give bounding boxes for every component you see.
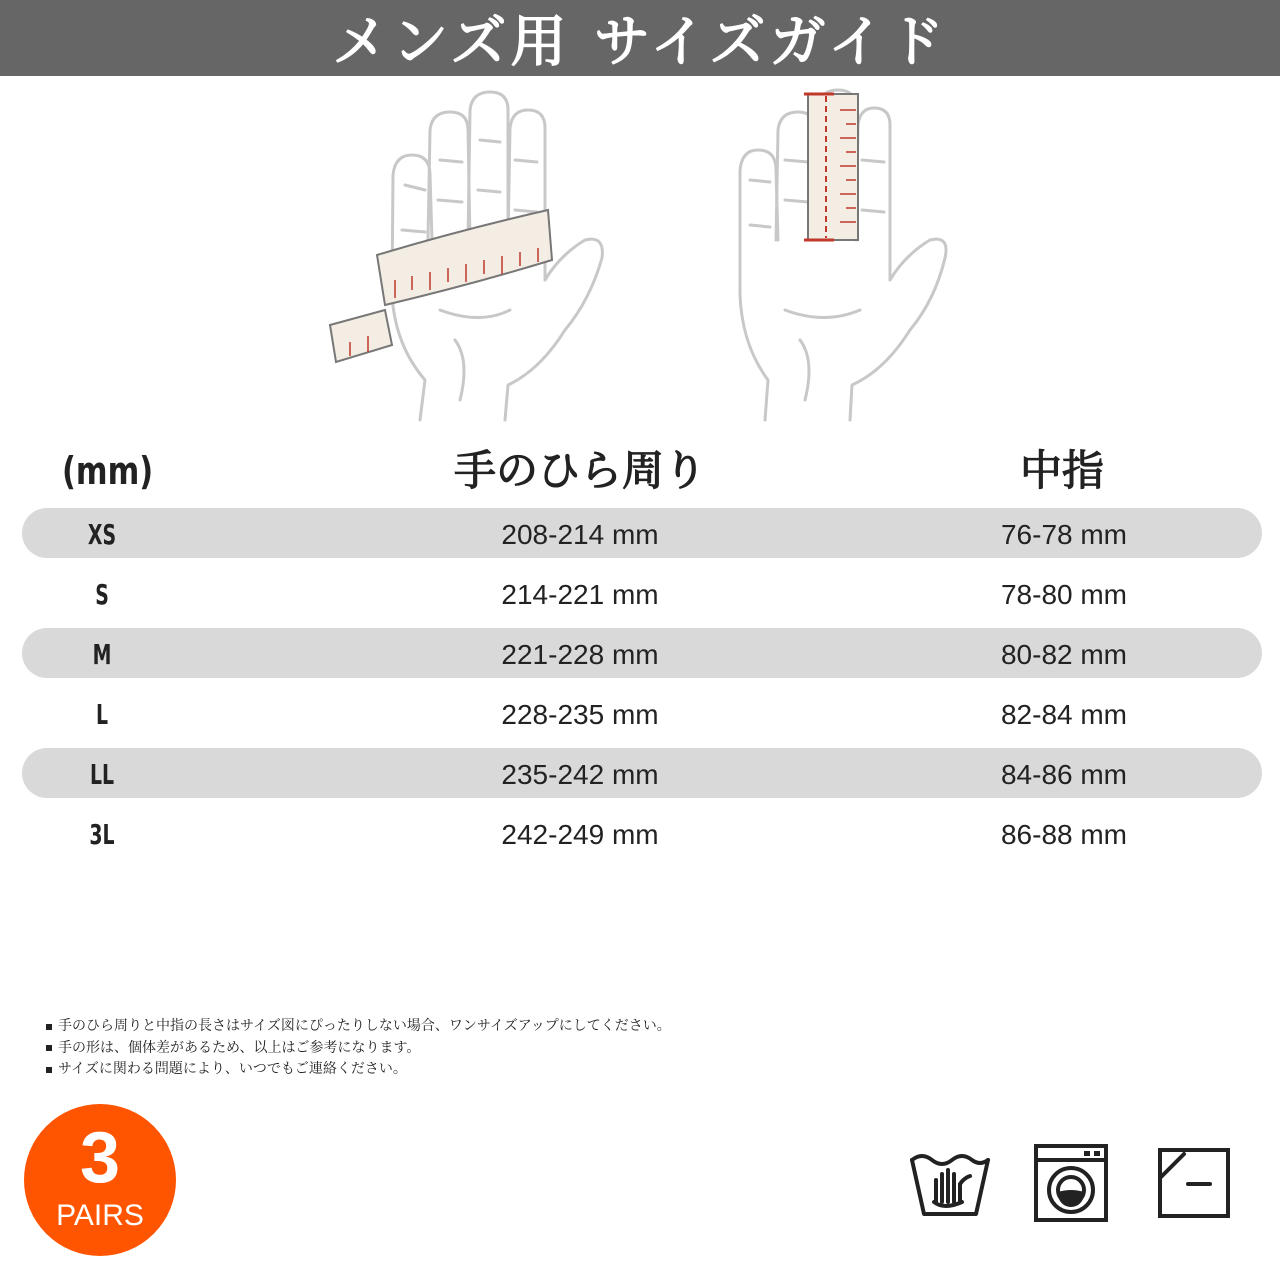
size-cell: 3L bbox=[89, 818, 115, 851]
unit-label: (mm) bbox=[62, 449, 154, 493]
size-cell: S bbox=[95, 578, 109, 611]
finger-cell: 76-78 mm bbox=[1000, 519, 1128, 550]
page-title-bar bbox=[0, 0, 1280, 76]
size-notes bbox=[46, 1016, 946, 1081]
palm-cell: 221-228 mm bbox=[501, 639, 659, 670]
size-table bbox=[22, 508, 1262, 868]
pairs-count: 3 bbox=[79, 1118, 121, 1198]
pairs-badge bbox=[24, 1104, 176, 1256]
dry-flat-icon bbox=[1158, 1148, 1230, 1218]
note-item bbox=[46, 1038, 946, 1060]
finger-cell: 82-84 mm bbox=[1000, 699, 1128, 730]
table-row bbox=[22, 808, 1262, 858]
palm-cell: 242-249 mm bbox=[501, 819, 659, 850]
finger-cell: 78-80 mm bbox=[1000, 579, 1128, 610]
palm-column-header: 手のひら周り bbox=[453, 446, 706, 495]
palm-cell: 208-214 mm bbox=[501, 519, 659, 550]
page-title: メンズ用 サイズガイド bbox=[332, 10, 948, 75]
machine-wash-icon bbox=[1034, 1144, 1108, 1222]
bullet-icon bbox=[46, 1067, 52, 1073]
finger-cell: 86-88 mm bbox=[1000, 819, 1128, 850]
palm-measuring-tape bbox=[330, 210, 552, 362]
size-cell: L bbox=[95, 698, 109, 731]
bullet-icon bbox=[46, 1024, 52, 1030]
note-text: サイズに関わる問題により、いつでもご連絡ください。 bbox=[58, 1061, 407, 1077]
note-item bbox=[46, 1059, 946, 1081]
note-item bbox=[46, 1016, 946, 1038]
hand-measurement-illustration bbox=[0, 80, 1280, 430]
finger-cell: 80-82 mm bbox=[1000, 639, 1128, 670]
palm-cell: 235-242 mm bbox=[501, 759, 659, 790]
table-row bbox=[22, 628, 1262, 678]
palm-cell: 228-235 mm bbox=[501, 699, 659, 730]
table-row bbox=[22, 508, 1262, 558]
note-text: 手の形は、個体差があるため、以上はご参考になります。 bbox=[58, 1039, 421, 1056]
palm-cell: 214-221 mm bbox=[501, 579, 659, 610]
table-row bbox=[22, 748, 1262, 798]
size-cell: M bbox=[92, 638, 112, 671]
finger-column-header: 中指 bbox=[1019, 446, 1104, 495]
size-cell: XS bbox=[87, 518, 117, 551]
table-row bbox=[22, 568, 1262, 618]
bullet-icon bbox=[46, 1045, 52, 1051]
hand-wash-icon bbox=[908, 1140, 992, 1220]
finger-cell: 84-86 mm bbox=[1000, 759, 1128, 790]
note-text: 手のひら周りと中指の長さはサイズ図にぴったりしない場合、ワンサイズアップにしてください。 bbox=[58, 1018, 671, 1034]
finger-ruler bbox=[804, 94, 858, 240]
pairs-label: PAIRS bbox=[56, 1199, 144, 1232]
table-row bbox=[22, 688, 1262, 738]
size-cell: LL bbox=[89, 758, 115, 791]
